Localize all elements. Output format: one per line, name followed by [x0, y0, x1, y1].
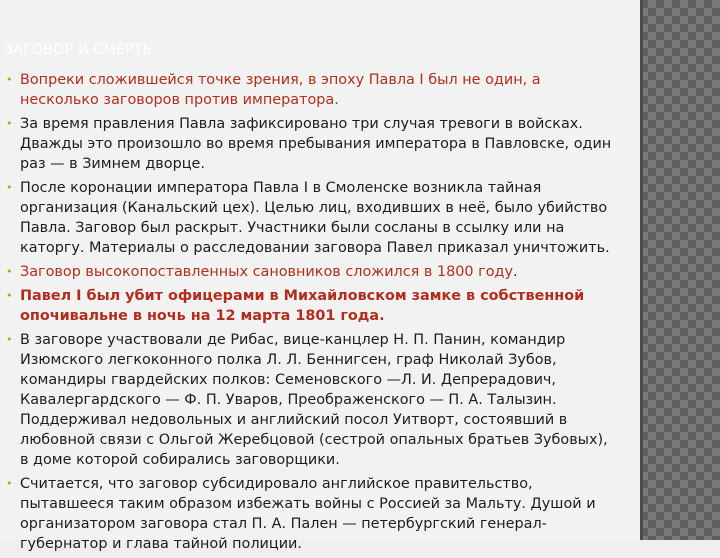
bullet-item — [6, 262, 614, 282]
bullet-item — [6, 286, 614, 326]
bullet-item — [6, 114, 614, 174]
slide-title: ЗАГОВОР И СМЕРТЬ — [4, 42, 153, 58]
bullet-text: Вопреки сложившейся точке зрения, в эпоху Павла I был не один, а несколько заговоров против императора. — [20, 72, 541, 108]
bullet-marker-icon: • — [6, 265, 13, 278]
bullet-item — [6, 474, 614, 554]
bullet-text: Считается, что заговор субсидировало английское правительство, пытавшееся таким образом избежать войны с Россией за Мальту. Душой и организатором заговора стал П. А. Пален — петербургский генерал-губернатор и глава тайной полиции. — [20, 476, 596, 552]
bullet-text: Павел I был убит офицерами в Михайловском замке в собственной опочивальне в ночь на 12 марта 1801 года. — [20, 288, 585, 324]
bullet-text: Заговор высокопоставленных сановников сложился в 1800 году — [20, 264, 513, 280]
bullet-item — [6, 178, 614, 258]
bullet-marker-icon: • — [6, 73, 13, 86]
bullet-text: За время правления Павла зафиксировано три случая тревоги в войсках. Дважды это произошло во время пребывания императора в Павловске, один раз — в Зимнем дворце. — [20, 116, 612, 172]
bullet-marker-icon: • — [6, 333, 13, 346]
bullet-item — [6, 70, 614, 110]
bullet-text: После коронации императора Павла I в Смоленске возникла тайная организация (Канальский цех). Целью лиц, входивших в неё, было убийство Павла. Заговор был раскрыт. Участники были сосланы в ссылку или на каторгу. Материалы о расследовании заговора Павел приказал уничтожить. — [20, 180, 610, 256]
bullet-suffix: . — [513, 264, 518, 280]
bullet-marker-icon: • — [6, 117, 13, 130]
bullet-marker-icon: • — [6, 289, 13, 302]
bullet-text: В заговоре участвовали де Рибас, вице-канцлер Н. П. Панин, командир Изюмского легкоконного полка Л. Л. Беннигсен, граф Николай Зубов, командиры гвардейских полков: Семеновского —Л. И. Депрерадович, Кавалергардского — Ф. П. Уваров, Преображенского — П. А. Талызин. Поддерживал недовольных и английский посол Уитворт, состоявший в любовной связи с Ольгой Жеребцовой (сестрой опальных братьев Зубовых), в доме которой собирались заговорщики. — [20, 332, 608, 468]
bullet-marker-icon: • — [6, 181, 13, 194]
bullet-list — [6, 70, 614, 558]
decorative-pattern-panel — [640, 0, 720, 540]
bullet-item — [6, 330, 614, 470]
bullet-marker-icon: • — [6, 477, 13, 490]
